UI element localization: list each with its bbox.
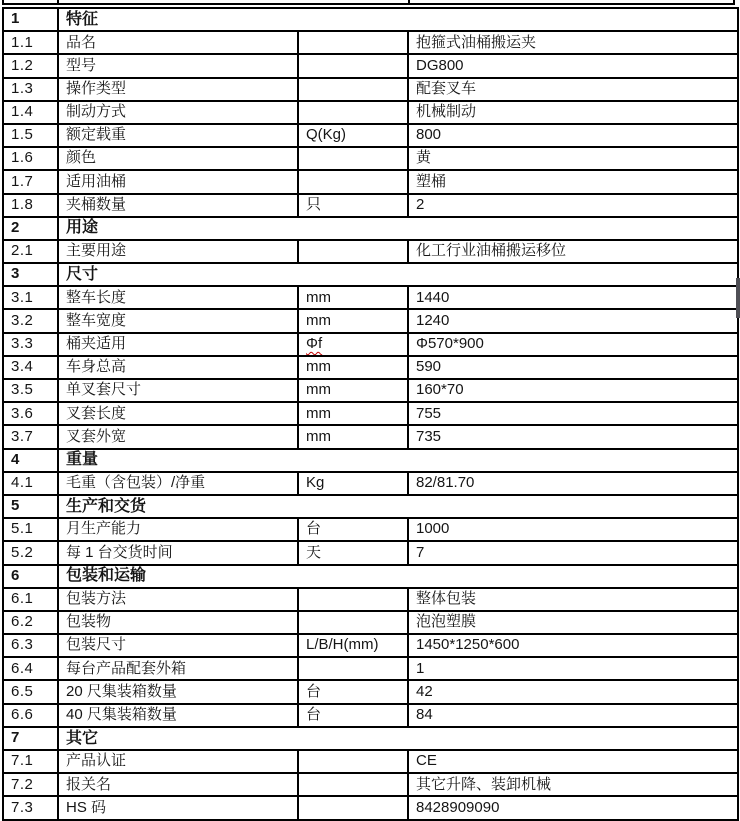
row-number: 1.4 xyxy=(3,101,58,124)
row-unit xyxy=(298,402,408,425)
row-unit xyxy=(298,379,408,402)
row-value: 42 xyxy=(408,680,738,703)
row-number: 3.1 xyxy=(3,286,58,309)
section-title: 用途 xyxy=(58,217,738,240)
unit-text: mm xyxy=(306,288,331,306)
spec-row xyxy=(3,634,738,657)
section-title: 特征 xyxy=(58,8,738,31)
row-value: 塑桶 xyxy=(408,170,738,193)
row-number: 3.6 xyxy=(3,402,58,425)
row-value: 82/81.70 xyxy=(408,472,738,495)
row-unit xyxy=(298,518,408,541)
row-unit xyxy=(298,704,408,727)
row-label: 车身总高 xyxy=(58,356,298,379)
row-value: 755 xyxy=(408,402,738,425)
row-label: 每台产品配套外箱 xyxy=(58,657,298,680)
row-unit xyxy=(298,588,408,611)
spec-row xyxy=(3,796,738,819)
row-unit xyxy=(298,796,408,819)
row-unit xyxy=(298,541,408,564)
row-unit xyxy=(298,750,408,773)
section-title: 重量 xyxy=(58,449,738,472)
row-label: 报关名 xyxy=(58,773,298,796)
spec-row xyxy=(3,78,738,101)
row-number: 5.1 xyxy=(3,518,58,541)
spec-row xyxy=(3,31,738,54)
row-unit xyxy=(298,425,408,448)
row-unit xyxy=(298,54,408,77)
row-value: 机械制动 xyxy=(408,101,738,124)
row-value: 8428909090 xyxy=(408,796,738,819)
row-number: 6.5 xyxy=(3,680,58,703)
row-number: 6.1 xyxy=(3,588,58,611)
section-number: 5 xyxy=(3,495,58,518)
section-number: 4 xyxy=(3,449,58,472)
row-number: 1.1 xyxy=(3,31,58,54)
row-number: 1.2 xyxy=(3,54,58,77)
spec-row xyxy=(3,750,738,773)
row-label: 桶夹适用 xyxy=(58,333,298,356)
row-value: DG800 xyxy=(408,54,738,77)
section-number: 3 xyxy=(3,263,58,286)
spec-table xyxy=(2,7,739,821)
row-unit xyxy=(298,333,408,356)
unit-text: mm xyxy=(306,311,331,329)
section-header-row xyxy=(3,217,738,240)
row-value: 泡泡塑膜 xyxy=(408,611,738,634)
section-header-row xyxy=(3,263,738,286)
row-value: 整体包装 xyxy=(408,588,738,611)
row-label: 包装方法 xyxy=(58,588,298,611)
row-value: 84 xyxy=(408,704,738,727)
section-title: 包装和运输 xyxy=(58,565,738,588)
row-label: 叉套外宽 xyxy=(58,425,298,448)
row-value: 7 xyxy=(408,541,738,564)
row-number: 4.1 xyxy=(3,472,58,495)
row-label: 颜色 xyxy=(58,147,298,170)
unit-text: Kg xyxy=(306,474,325,492)
row-number: 7.2 xyxy=(3,773,58,796)
row-label: 整车长度 xyxy=(58,286,298,309)
unit-text: 台 xyxy=(306,682,322,700)
row-label: 20 尺集装箱数量 xyxy=(58,680,298,703)
row-value: 1240 xyxy=(408,309,738,332)
row-label: 产品认证 xyxy=(58,750,298,773)
spec-row xyxy=(3,657,738,680)
spec-row xyxy=(3,124,738,147)
row-value: CE xyxy=(408,750,738,773)
section-header-row xyxy=(3,449,738,472)
row-number: 3.5 xyxy=(3,379,58,402)
row-value: 1000 xyxy=(408,518,738,541)
row-number: 1.7 xyxy=(3,170,58,193)
row-number: 6.4 xyxy=(3,657,58,680)
row-unit xyxy=(298,773,408,796)
row-value: 其它升降、装卸机械 xyxy=(408,773,738,796)
row-unit xyxy=(298,309,408,332)
row-label: 型号 xyxy=(58,54,298,77)
row-unit xyxy=(298,101,408,124)
unit-text: Q(Kg) xyxy=(306,126,347,144)
spec-table-body xyxy=(3,8,738,820)
row-number: 6.2 xyxy=(3,611,58,634)
section-header-row xyxy=(3,495,738,518)
section-number: 6 xyxy=(3,565,58,588)
section-number: 7 xyxy=(3,727,58,750)
spec-row xyxy=(3,773,738,796)
row-number: 3.2 xyxy=(3,309,58,332)
section-number: 2 xyxy=(3,217,58,240)
row-label: 每 1 台交货时间 xyxy=(58,541,298,564)
row-unit xyxy=(298,194,408,217)
grid-divider xyxy=(57,0,59,5)
row-number: 3.7 xyxy=(3,425,58,448)
row-unit xyxy=(298,78,408,101)
row-number: 1.3 xyxy=(3,78,58,101)
spec-row xyxy=(3,170,738,193)
spec-row xyxy=(3,147,738,170)
row-label: 月生产能力 xyxy=(58,518,298,541)
spec-row xyxy=(3,54,738,77)
unit-text: L/B/H(mm) xyxy=(306,636,379,654)
row-value: 735 xyxy=(408,425,738,448)
row-label: 40 尺集装箱数量 xyxy=(58,704,298,727)
row-label: 夹桶数量 xyxy=(58,194,298,217)
section-header-row xyxy=(3,565,738,588)
row-number: 7.1 xyxy=(3,750,58,773)
row-number: 1.5 xyxy=(3,124,58,147)
row-value: 抱箍式油桶搬运夹 xyxy=(408,31,738,54)
row-number: 5.2 xyxy=(3,541,58,564)
row-unit xyxy=(298,240,408,263)
row-number: 3.4 xyxy=(3,356,58,379)
spec-row xyxy=(3,680,738,703)
row-value: 1450*1250*600 xyxy=(408,634,738,657)
grid-divider xyxy=(408,0,410,5)
row-unit xyxy=(298,286,408,309)
row-number: 1.6 xyxy=(3,147,58,170)
row-value: 800 xyxy=(408,124,738,147)
row-number: 6.6 xyxy=(3,704,58,727)
spec-row xyxy=(3,379,738,402)
spec-row xyxy=(3,611,738,634)
row-label: 额定载重 xyxy=(58,124,298,147)
row-label: 操作类型 xyxy=(58,78,298,101)
row-value: 590 xyxy=(408,356,738,379)
row-label: 叉套长度 xyxy=(58,402,298,425)
row-unit xyxy=(298,170,408,193)
unit-text: mm xyxy=(306,381,331,399)
row-label: 适用油桶 xyxy=(58,170,298,193)
spec-row xyxy=(3,286,738,309)
row-number: 7.3 xyxy=(3,796,58,819)
row-label: HS 码 xyxy=(58,796,298,819)
unit-text: 台 xyxy=(306,705,322,723)
row-label: 包装尺寸 xyxy=(58,634,298,657)
section-number: 1 xyxy=(3,8,58,31)
row-value: 化工行业油桶搬运移位 xyxy=(408,240,738,263)
row-label: 主要用途 xyxy=(58,240,298,263)
row-number: 2.1 xyxy=(3,240,58,263)
cutoff-row-top xyxy=(2,0,735,5)
scrollbar-fragment xyxy=(736,278,740,318)
unit-text: mm xyxy=(306,358,331,376)
row-unit xyxy=(298,472,408,495)
section-title: 其它 xyxy=(58,727,738,750)
row-value: 160*70 xyxy=(408,379,738,402)
row-unit xyxy=(298,634,408,657)
row-unit xyxy=(298,356,408,379)
row-value: 2 xyxy=(408,194,738,217)
section-header-row xyxy=(3,727,738,750)
spec-row xyxy=(3,101,738,124)
spec-row xyxy=(3,240,738,263)
row-label: 包装物 xyxy=(58,611,298,634)
spec-row xyxy=(3,518,738,541)
section-title: 生产和交货 xyxy=(58,495,738,518)
row-label: 毛重（含包装）/净重 xyxy=(58,472,298,495)
row-value: 配套叉车 xyxy=(408,78,738,101)
section-header-row xyxy=(3,8,738,31)
row-unit xyxy=(298,124,408,147)
unit-text: mm xyxy=(306,427,331,445)
row-value: 黄 xyxy=(408,147,738,170)
spellcheck-underlined-text: Φf xyxy=(306,334,323,352)
spec-row xyxy=(3,704,738,727)
row-unit xyxy=(298,147,408,170)
unit-text: 只 xyxy=(306,195,322,213)
unit-text: 台 xyxy=(306,520,322,538)
row-label: 单叉套尺寸 xyxy=(58,379,298,402)
row-label: 整车宽度 xyxy=(58,309,298,332)
spec-row xyxy=(3,309,738,332)
spec-row xyxy=(3,541,738,564)
row-number: 3.3 xyxy=(3,333,58,356)
row-value: 1 xyxy=(408,657,738,680)
row-unit xyxy=(298,657,408,680)
row-unit xyxy=(298,611,408,634)
unit-text: mm xyxy=(306,404,331,422)
row-unit xyxy=(298,31,408,54)
row-number: 1.8 xyxy=(3,194,58,217)
row-label: 制动方式 xyxy=(58,101,298,124)
spec-row xyxy=(3,588,738,611)
spec-row xyxy=(3,425,738,448)
spec-row xyxy=(3,194,738,217)
unit-text: 天 xyxy=(306,543,322,561)
spec-row xyxy=(3,333,738,356)
spec-row xyxy=(3,472,738,495)
row-value: Φ570*900 xyxy=(408,333,738,356)
row-unit xyxy=(298,680,408,703)
row-label: 品名 xyxy=(58,31,298,54)
spec-row xyxy=(3,356,738,379)
row-number: 6.3 xyxy=(3,634,58,657)
spec-row xyxy=(3,402,738,425)
row-value: 1440 xyxy=(408,286,738,309)
section-title: 尺寸 xyxy=(58,263,738,286)
